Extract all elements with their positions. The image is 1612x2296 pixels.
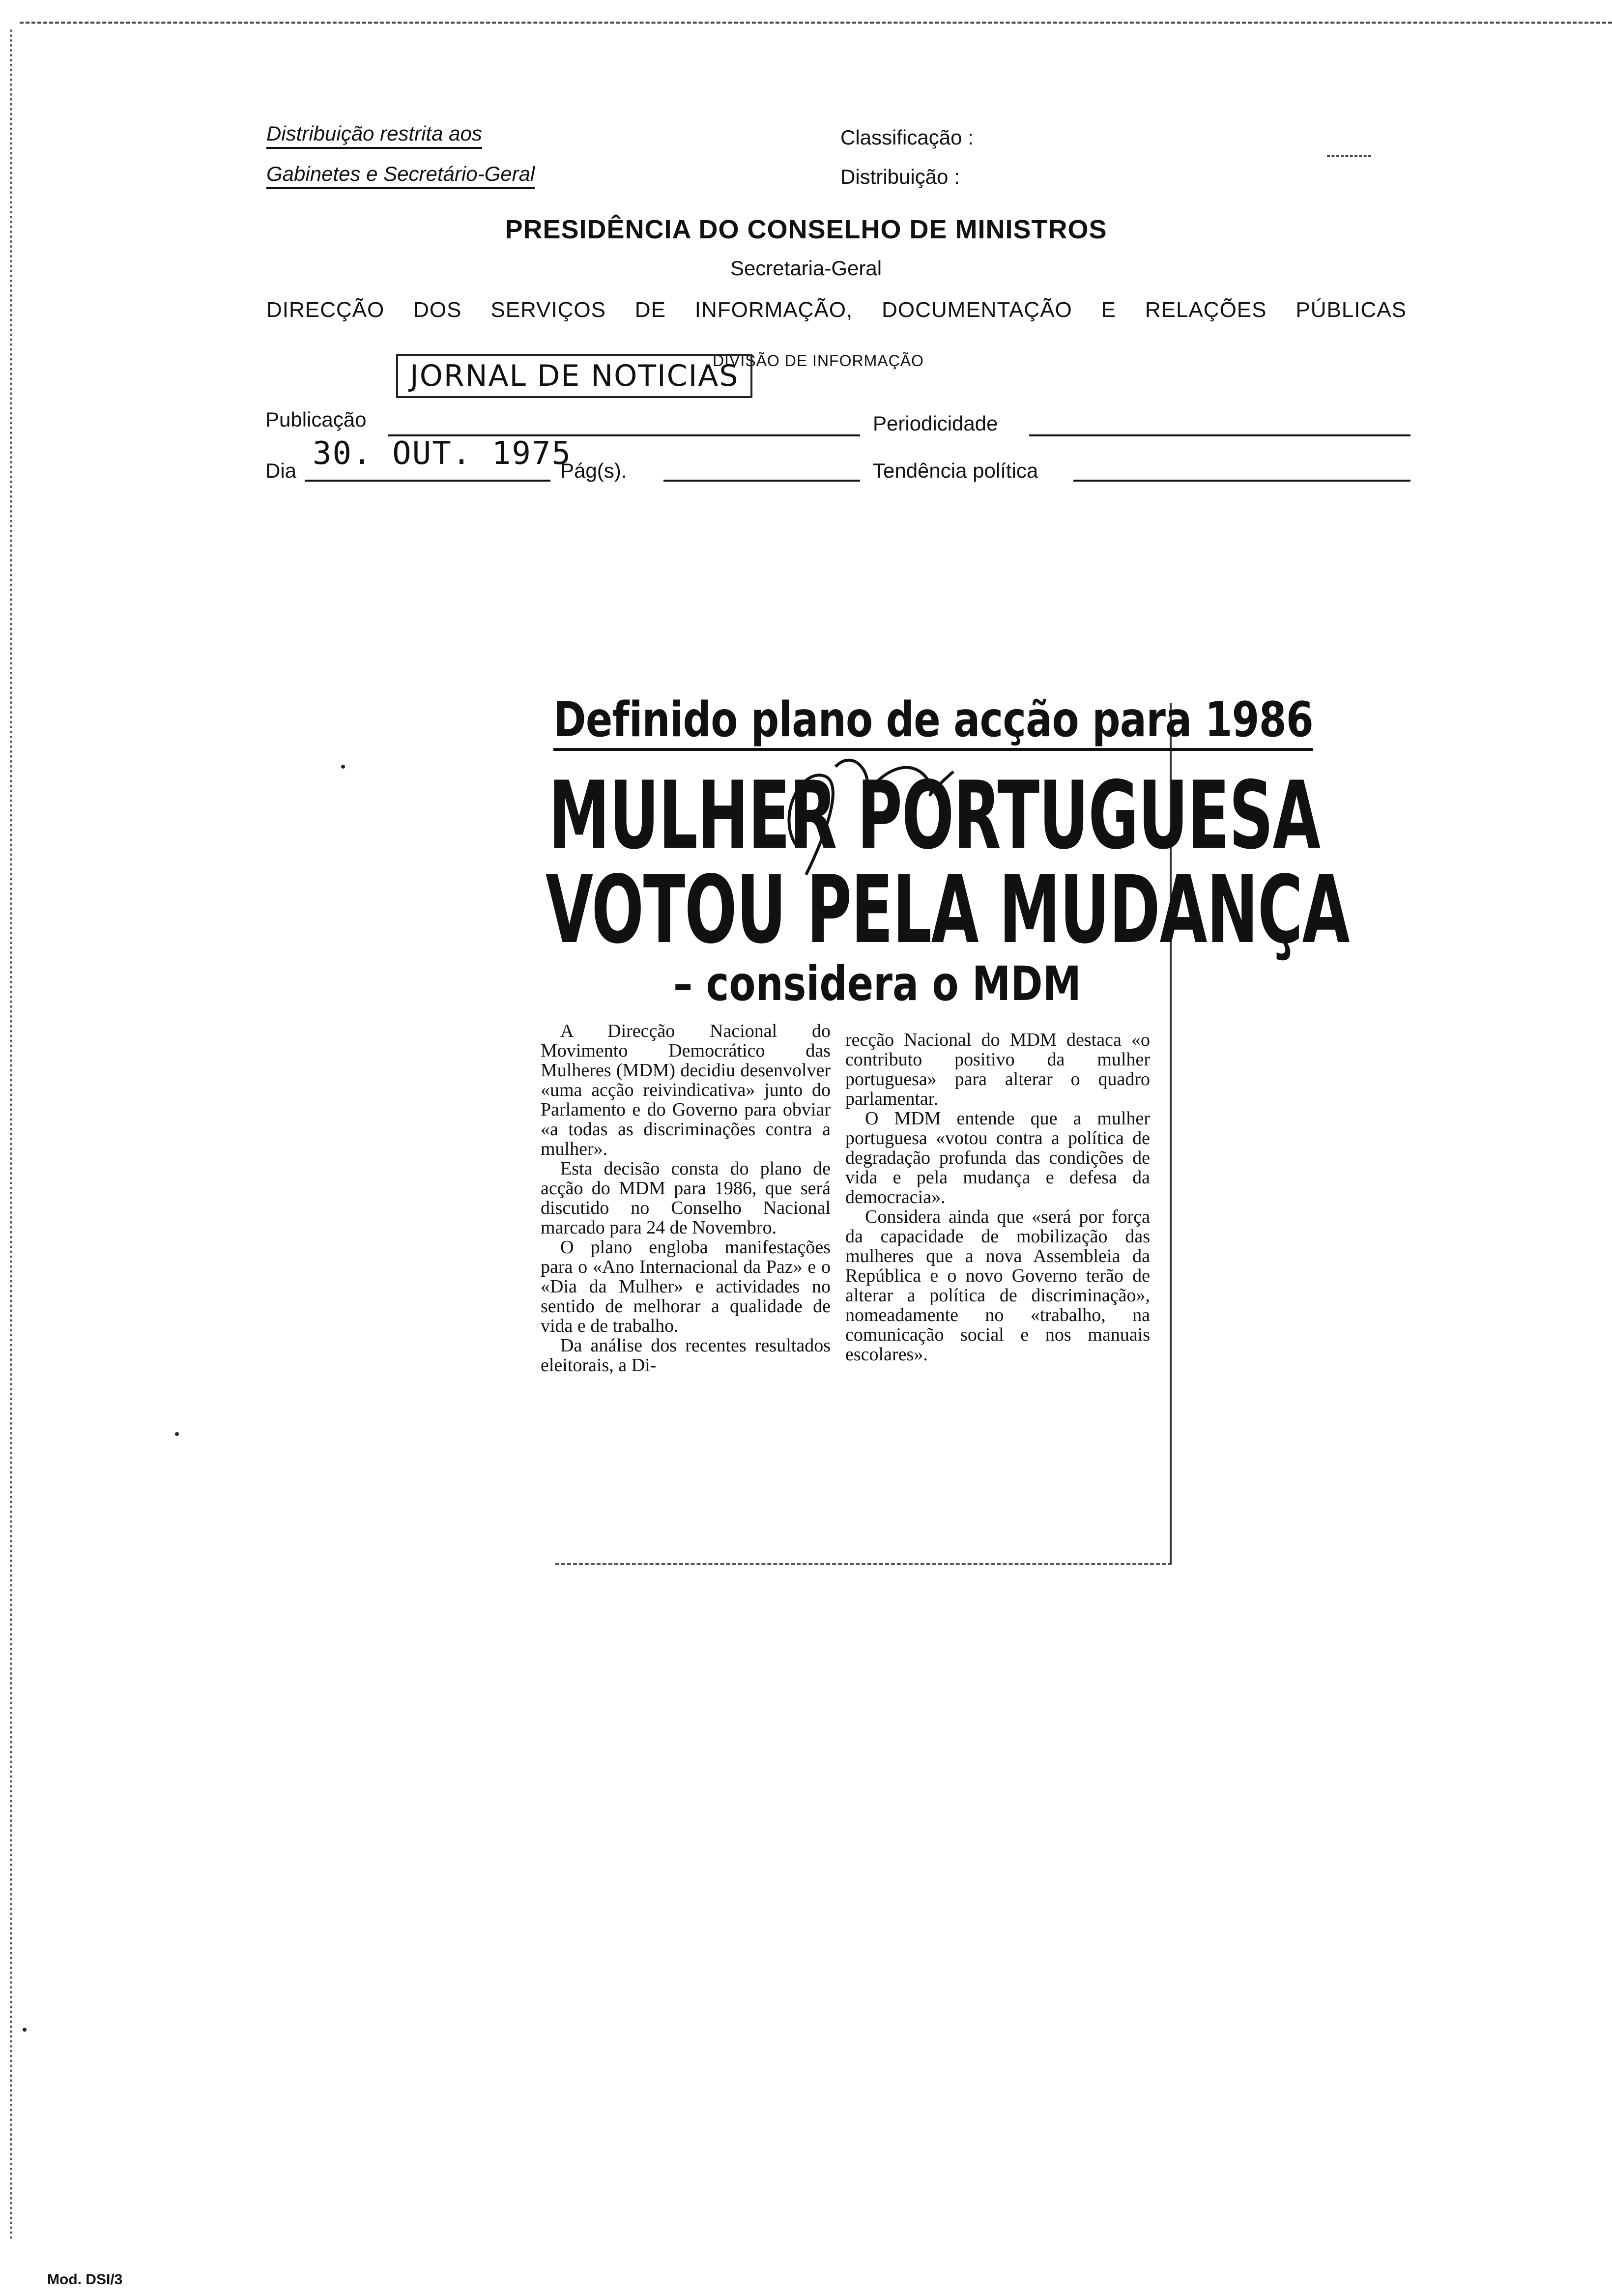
col1-paragraph: O plano engloba manifestações para o «Ano Internacional da Paz» e o «Dia da Mulher» e actividades no sentido de melhorar a qualidade de vida e de trabalho. bbox=[541, 1237, 831, 1336]
pages-label: Pág(s). bbox=[560, 459, 627, 482]
classification-label: Classificação : bbox=[840, 126, 974, 149]
periodicity-line bbox=[1029, 434, 1410, 436]
publication-label: Publicação bbox=[265, 408, 367, 431]
scan-edge-left bbox=[10, 29, 12, 2241]
col1-paragraph: Esta decisão consta do plano de acção do MDM para 1986, que será discutido no Conselho Nacional marcado para 24 de Novembro. bbox=[541, 1158, 831, 1238]
newspaper-stamp: JORNAL DE NOTICIAS bbox=[396, 354, 752, 398]
direction-title: DIRECÇÃO DOS SERVIÇOS DE INFORMAÇÃO, DOCUMENTAÇÃO E RELAÇÕES PÚBLICAS bbox=[266, 298, 1407, 322]
clipping-kicker: Definido plano de acção para 1986 bbox=[553, 692, 1313, 751]
date-value: 30. OUT. 1975 bbox=[313, 435, 572, 472]
col2-paragraph: recção Nacional do MDM destaca «o contributo positivo da mulher portuguesa» para alterar o quadro parlamentar. bbox=[845, 1030, 1150, 1109]
clipping-deck: – considera o MDM bbox=[673, 956, 1081, 1011]
distribution-label: Distribuição : bbox=[840, 165, 960, 188]
scan-speck bbox=[341, 765, 345, 769]
col2-paragraph: Considera ainda que «será por força da capacidade de mobilização das mulheres que a nova Assembleia da República e o novo Governo terão de alterar a política de discriminação», nomeadamente no «trabalho, na comunicação social e nos manuais escolares». bbox=[845, 1206, 1150, 1365]
scan-mark bbox=[1327, 155, 1371, 157]
col1-paragraph: A Direcção Nacional do Movimento Democrático das Mulheres (MDM) decidiu desenvolver «uma acção reivindicativa» junto do Parlamento e do Governo para obviar «a todas as discriminações contra a mulher». bbox=[541, 1021, 831, 1159]
clipping-column-1 bbox=[541, 1021, 831, 1375]
presidency-title: PRESIDÊNCIA DO CONSELHO DE MINISTROS bbox=[505, 215, 1107, 244]
clipping-headline-line2: VOTOU PELA MUDANÇA bbox=[546, 856, 1350, 964]
scan-edge-top bbox=[20, 22, 1612, 24]
pages-line bbox=[663, 480, 860, 482]
scan-speck bbox=[175, 1432, 179, 1436]
day-line bbox=[305, 480, 550, 482]
division-subtitle: DIVISÃO DE INFORMAÇÃO bbox=[713, 352, 924, 370]
form-code: Mod. DSI/3 bbox=[47, 2271, 123, 2288]
political-tendency-label: Tendência política bbox=[873, 459, 1038, 482]
clipping-headline-line1: MULHER PORTUGUESA bbox=[548, 761, 1320, 870]
periodicity-label: Periodicidade bbox=[873, 412, 998, 435]
col1-paragraph: Da análise dos recentes resultados eleitorais, a Di- bbox=[541, 1335, 831, 1376]
col2-paragraph: O MDM entende que a mulher portuguesa «votou contra a política de degradação profunda das condições de vida e pela mudança e defesa da democracia». bbox=[845, 1108, 1150, 1207]
restricted-distribution-line1: Distribuição restrita aos bbox=[266, 122, 482, 145]
handwritten-signature-mark bbox=[767, 737, 973, 885]
secretariat-subtitle: Secretaria-Geral bbox=[730, 257, 882, 280]
clipping-column-2 bbox=[845, 1030, 1150, 1364]
day-label: Dia bbox=[265, 459, 297, 482]
political-tendency-line bbox=[1073, 480, 1410, 482]
restricted-distribution-line2: Gabinetes e Secretário-Geral bbox=[266, 162, 535, 186]
scan-speck bbox=[23, 2028, 27, 2032]
